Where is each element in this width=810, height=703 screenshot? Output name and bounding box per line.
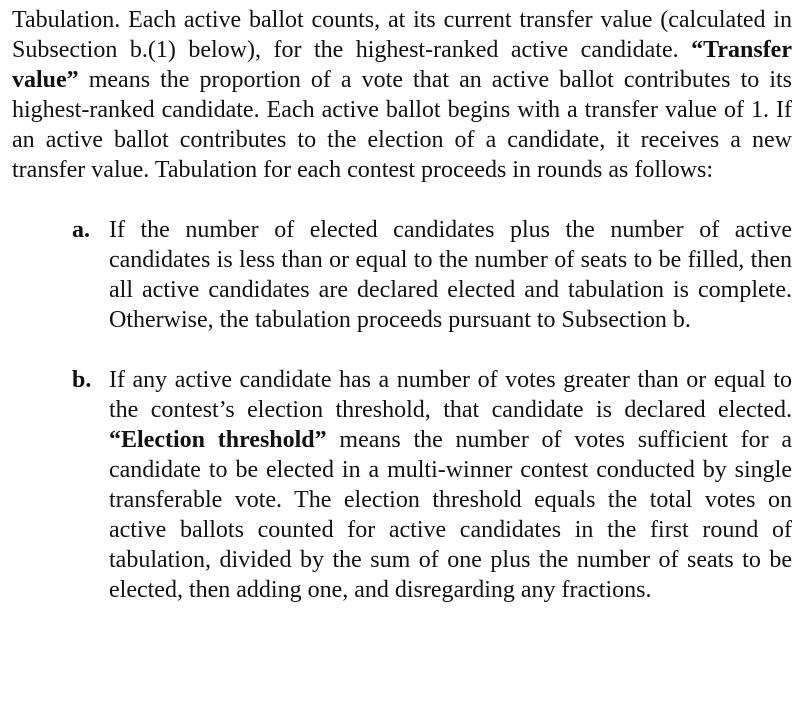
list-item-b	[72, 365, 793, 605]
list-marker-b: b.	[72, 367, 92, 393]
document-body	[12, 5, 792, 605]
intro-text-1: Each active ballot counts, at its current transfer value (calculated in Subsection b.(1) below), for the highest-ranked active candidate.	[12, 7, 792, 63]
intro-lead: Tabulation.	[12, 7, 121, 33]
list-marker-a: a.	[72, 217, 90, 243]
election-threshold-term: “Election threshold”	[109, 427, 327, 453]
list-item-b-text-1: If any active candidate has a number of votes greater than or equal to the contest’s election threshold, that candidate is declared elected.	[109, 367, 792, 423]
intro-text-2: means the proportion of a vote that an active ballot contributes to its highest-ranked candidate. Each active ballot begins with a transfer value of 1. If an active ballot contributes to the election of a candidate, it receives a new transfer value. Tabulation for each contest proceeds in rounds as follows:	[12, 67, 792, 183]
list-item-b-text-2: means the number of votes sufficient for a candidate to be elected in a multi-winner contest conducted by single transferable vote. The election threshold equals the total votes on active ballots counted for active candidates in the first round of tabulation, divided by the sum of one plus the number of seats to be elected, then adding one, and disregarding any fractions.	[109, 427, 793, 603]
transfer-value-term: “Transfer value”	[12, 37, 792, 93]
intro-paragraph	[12, 5, 792, 185]
list-item-a-text: If the number of elected candidates plus the number of active candidates is less than or equal to the number of seats to be filled, then all active candidates are declared elected and tabulation is complete. Otherwise, the tabulation proceeds pursuant to Subsection b.	[109, 217, 792, 333]
list-item-a	[72, 215, 792, 335]
